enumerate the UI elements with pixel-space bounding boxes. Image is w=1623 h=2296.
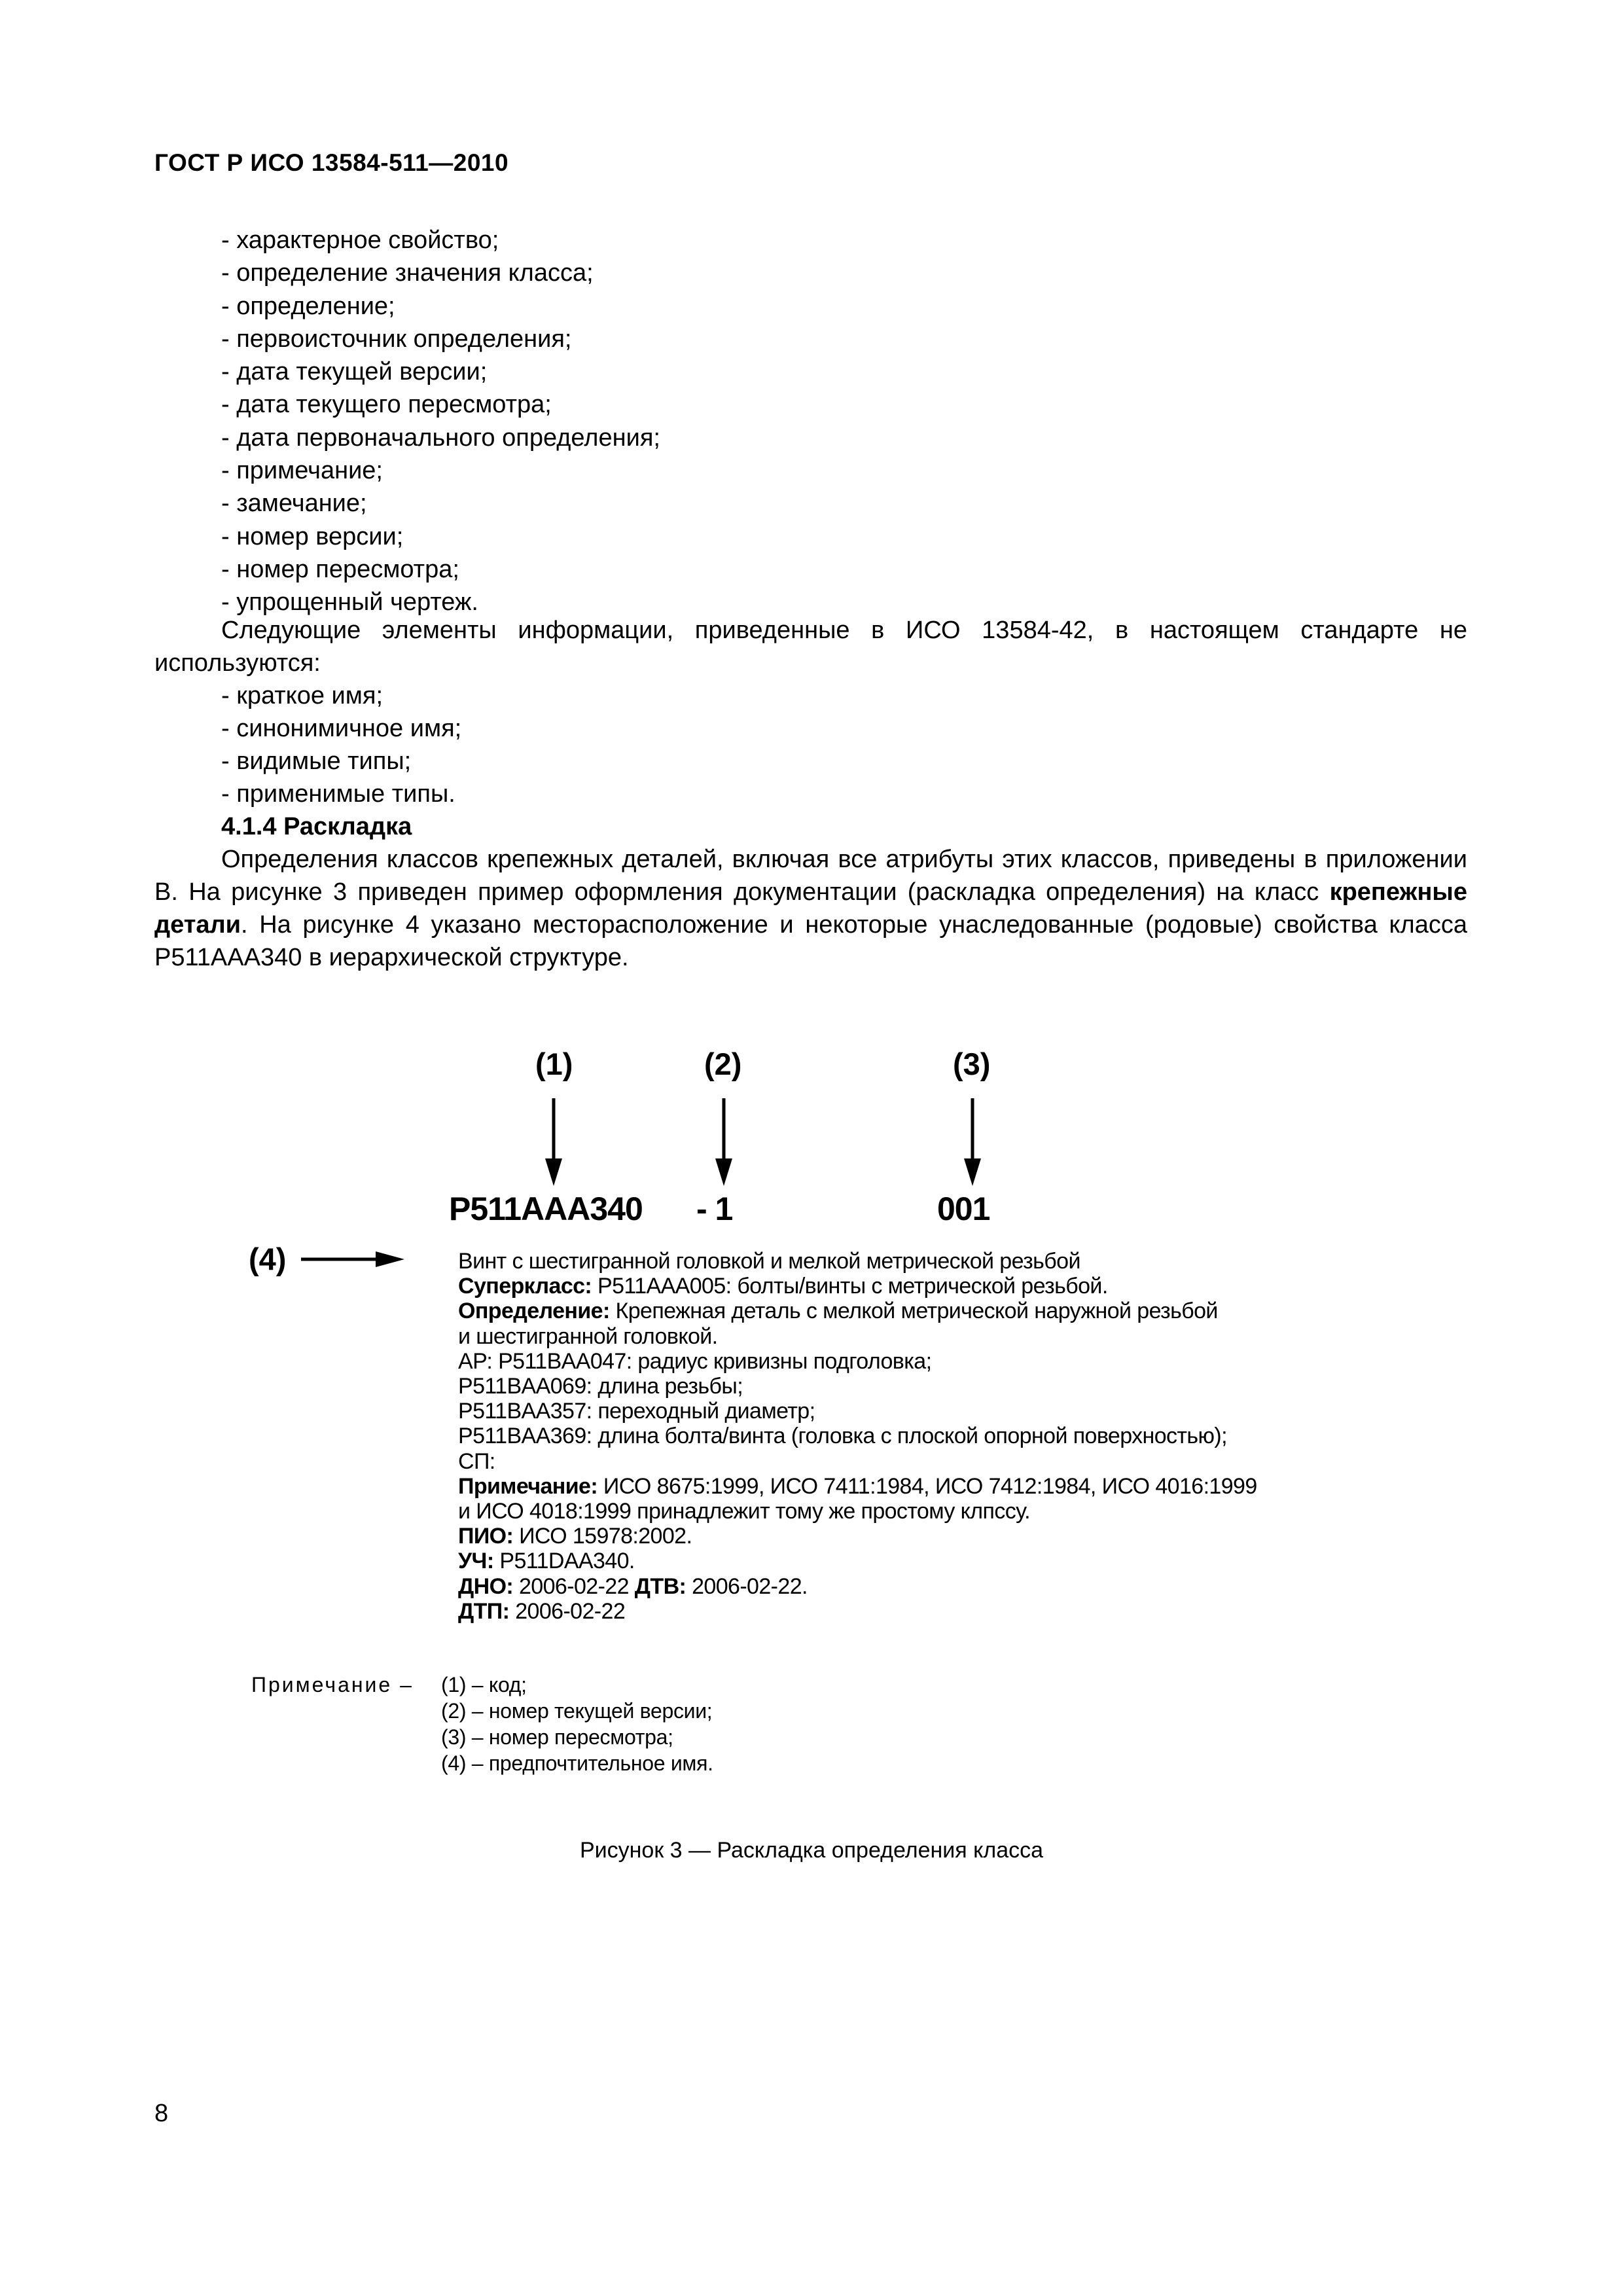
- uch-label: УЧ:: [458, 1549, 494, 1574]
- arrow-down-1: [545, 1098, 562, 1186]
- superclass-line: [458, 1274, 1257, 1299]
- list-item: - определение;: [221, 292, 395, 320]
- list-item: - примечание;: [221, 457, 383, 485]
- list-item: - дата текущей версии;: [221, 358, 488, 386]
- list-item: - краткое имя;: [221, 682, 383, 709]
- revision-number: 001: [937, 1191, 990, 1227]
- list-item: - первоисточник определения;: [221, 325, 572, 353]
- paragraph-text: Определения классов крепежных деталей, включая все атрибуты этих классов, приведены в приложении В. На рисунке 3 приведен пример оформления документации (раскладка определения) на класс: [154, 846, 1467, 906]
- figure-note-label: Примечание –: [251, 1673, 414, 1696]
- ap-line: АР: P511BAA047: радиус кривизны подголовка;: [458, 1348, 932, 1374]
- paragraph-layout-description: [154, 843, 1467, 974]
- superclass-value: P511AAA005: болты/винты с метрической резьбой.: [592, 1274, 1108, 1299]
- list-item: - упрощенный чертеж.: [221, 588, 478, 617]
- list-not-used-attributes: [221, 224, 660, 619]
- class-code: P511AAA340: [449, 1191, 643, 1227]
- pio-value: ИСО 15978:2002.: [513, 1524, 692, 1549]
- list-item: - дата первоначального определения;: [221, 423, 660, 452]
- figure-note: [251, 1672, 713, 1776]
- definition-line: [458, 1299, 1257, 1323]
- page-header: ГОСТ Р ИСО 13584-511—2010: [154, 149, 509, 176]
- dtv-value: 2006-02-22.: [686, 1573, 808, 1599]
- dtp-label: ДТП:: [458, 1598, 510, 1624]
- note-continuation: и ИСО 4018:1999 принадлежит тому же простому клпссу.: [458, 1499, 1030, 1524]
- dno-value: 2006-02-22: [513, 1573, 635, 1599]
- pio-line: [458, 1524, 1257, 1549]
- note-value: ИСО 8675:1999, ИСО 7411:1984, ИСО 7412:1984, ИСО 4016:1999: [597, 1473, 1257, 1499]
- version-number: - 1: [696, 1191, 733, 1227]
- figure-label-2: (2): [704, 1047, 742, 1081]
- list-item: - видимые типы;: [221, 747, 412, 775]
- page-number: 8: [154, 2100, 169, 2127]
- list-item: - характерное свойство;: [221, 226, 499, 254]
- dtp-value: 2006-02-22: [509, 1598, 626, 1624]
- figure-label-4: (4): [249, 1242, 287, 1276]
- preferred-name: Винт с шестигранной головкой и мелкой метрической резьбой: [458, 1249, 1080, 1274]
- bold-term: крепежные детали: [154, 878, 1467, 939]
- list-item: - дата текущего пересмотра;: [221, 391, 552, 419]
- list-unused-elements: [221, 679, 461, 810]
- ap-line: P511BAA069: длина резьбы;: [458, 1374, 743, 1399]
- paragraph-text: . На рисунке 4 указано месторасположение и некоторые унаследованные (родовые) свойства класса P511AAA340 в иерархической структуре.: [154, 911, 1467, 971]
- note-line: [458, 1474, 1257, 1499]
- uch-line: [458, 1549, 1257, 1573]
- figure-label-3: (3): [953, 1047, 991, 1081]
- definition-continuation: и шестигранной головкой.: [458, 1323, 718, 1349]
- section-heading: 4.1.4 Раскладка: [221, 813, 412, 840]
- uch-value: P511DAA340.: [493, 1549, 635, 1574]
- list-item: - номер пересмотра;: [221, 555, 459, 583]
- figure-note-item: (2) – номер текущей версии;: [441, 1699, 713, 1723]
- arrow-down-3: [964, 1098, 981, 1186]
- dates-line: [458, 1574, 1257, 1599]
- figure-note-item: (4) – предпочтительное имя.: [441, 1751, 713, 1775]
- ap-line: P511BAA357: переходный диаметр;: [458, 1399, 815, 1424]
- arrow-right-4: [301, 1251, 404, 1267]
- dno-label: ДНО:: [458, 1573, 514, 1599]
- figure-note-item: (3) – номер пересмотра;: [441, 1725, 673, 1749]
- superclass-label: Суперкласс:: [458, 1274, 592, 1299]
- list-item: - определение значения класса;: [221, 259, 594, 287]
- figure-label-1: (1): [535, 1047, 573, 1081]
- definition-label: Определение:: [458, 1299, 610, 1324]
- paragraph-unused-elements: Следующие элементы информации, приведенные в ИСО 13584-42, в настоящем стандарте не используются:: [154, 617, 1467, 677]
- ap-line: P511BAA369: длина болта/винта (головка с плоской опорной поверхностью);: [458, 1424, 1227, 1449]
- figure-note-first-row: [251, 1672, 713, 1698]
- definition-value: Крепежная деталь с мелкой метрической наружной резьбой: [609, 1299, 1218, 1324]
- sp-line: СП:: [458, 1448, 495, 1474]
- pio-label: ПИО:: [458, 1524, 514, 1549]
- note-label: Примечание:: [458, 1473, 598, 1499]
- dtv-label: ДТВ:: [634, 1573, 687, 1599]
- list-item: - номер версии;: [221, 522, 404, 550]
- dtp-line: [458, 1599, 1257, 1624]
- arrow-down-2: [715, 1098, 732, 1186]
- class-definition-block: [458, 1249, 1257, 1624]
- figure-note-item: (1) – код;: [441, 1673, 527, 1696]
- figure-caption: Рисунок 3 — Раскладка определения класса: [579, 1838, 1044, 1863]
- list-item: - замечание;: [221, 490, 367, 518]
- list-item: - применимые типы.: [221, 780, 455, 808]
- list-item: - синонимичное имя;: [221, 715, 462, 742]
